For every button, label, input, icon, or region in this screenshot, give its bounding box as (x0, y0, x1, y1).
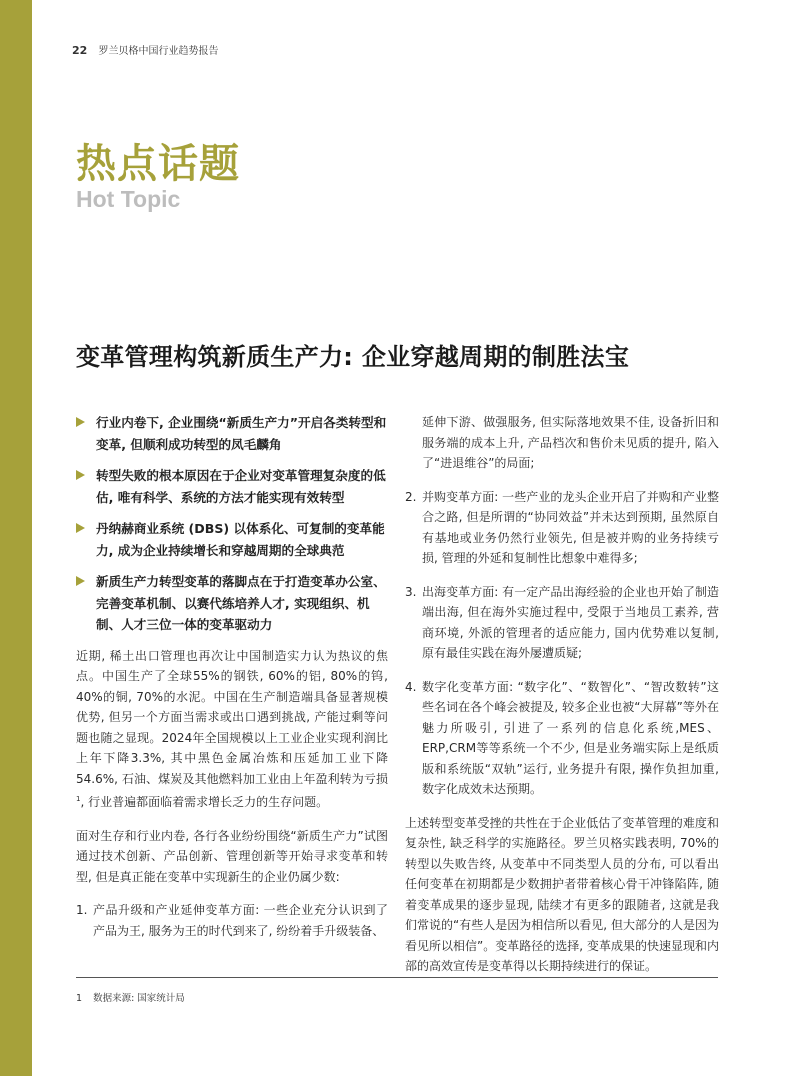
footnote-divider (76, 977, 718, 978)
numbered-item-4: 4. 数字化变革方面: “数字化”、“数智化”、“智改数转”这些名词在各个峰会被提及, 较多企业也被“大屏幕”等外在魅力所吸引, 引进了一系列的信息化系统,MES、ERP,CRM等等系统一个不少, 但是业务端实际上是纸质版和系统版“双轨”运行, 业务提升有限, 操作负担加重, 数字化成效未达预期。 (405, 679, 719, 796)
triangle-bullet-icon (76, 470, 85, 480)
body-paragraph-2: 面对生存和行业内卷, 各行各业纷纷围绕“新质生产力”试图通过技术创新、产品创新、管理创新等开始寻求变革和转型, 但是真正能在变革中实现新生的企业仍属少数: (76, 828, 388, 884)
right-column (405, 412, 719, 977)
numbered-item-2: 2. 并购变革方面: 一些产业的龙头企业开启了并购和产业整合之路, 但是所谓的“协同效益”并未达到预期, 虽然原自有基地或业务仍然行业领先, 但是被并购的业务持续亏损, 管理的外延和复制性比想象中难得多; (405, 489, 719, 565)
triangle-bullet-icon (76, 417, 85, 427)
page-number: 22 (72, 44, 88, 57)
body-paragraph-1: 近期, 稀土出口管理也再次让中国制造实力认为热议的焦点。中国生产了全球55%的钢铁, 60%的铝, 80%的钨, 40%的铜, 70%的水泥。中国在生产制造端具备显著规模优势, 但另一个方面当需求或出口遇到挑战, 产能过剩等问题也随之显现。2024年全国规模以上工业企业实现利润比上年下降3.3%, 其中黑色金属冶炼和压延加工业下降54.6%, 石油、煤炭及其他燃料加工业由上年盈利转为亏损$^1$, 行业普遍都面临着需求增长乏力的生存问题。 (76, 648, 388, 809)
footnote-text: 数据来源: 国家统计局 (93, 993, 185, 1004)
key-point: 行业内卷下, 企业围绕“新质生产力”开启各类转型和变革, 但顺利成功转型的凤毛麟角 (76, 412, 388, 455)
article-headline: 变革管理构筑新质生产力: 企业穿越周期的制胜法宝 (76, 343, 630, 371)
triangle-bullet-icon (76, 576, 85, 586)
report-title: 罗兰贝格中国行业趋势报告 (98, 46, 219, 57)
footnote-ref: 1 (76, 795, 81, 803)
page-header (72, 42, 219, 57)
numbered-item-1-continued: 延伸下游、做强服务, 但实际落地效果不佳, 设备折旧和服务端的成本上升, 产品档次和售价未见质的提升, 陷入了“进退维谷”的局面; (422, 415, 719, 470)
key-points-list (76, 412, 388, 636)
accent-sidebar-bar (0, 0, 32, 1076)
triangle-bullet-icon (76, 523, 85, 533)
section-title-en: Hot Topic (76, 186, 181, 212)
numbered-item-1: 1. 产品升级和产业延伸变革方面: 一些企业充分认识到了产品为王, 服务为王的时代到来了, 纷纷着手升级装备、 (76, 903, 388, 938)
key-point: 转型失败的根本原因在于企业对变革管理复杂度的低估, 唯有科学、系统的方法才能实现有效转型 (76, 465, 388, 508)
left-column (76, 412, 388, 941)
key-point: 丹纳赫商业系统 (DBS) 以体系化、可复制的变革能力, 成为企业持续增长和穿越周期的全球典范 (76, 518, 388, 561)
footnote-number: 1 (76, 993, 83, 1004)
footnote (76, 990, 185, 1004)
numbered-item-3: 3. 出海变革方面: 有一定产品出海经验的企业也开始了制造端出海, 但在海外实施过程中, 受限于当地员工素养, 营商环境, 外派的管理者的适应能力, 国内优势难以复制, 原有最佳实践在海外屡遭质疑; (405, 584, 719, 660)
body-paragraph-3: 上述转型变革受挫的共性在于企业低估了变革管理的难度和复杂性, 缺乏科学的实施路径。罗兰贝格实践表明, 70%的转型以失败告终, 从变革中不同类型人员的分布, 可以看出任何变革在初期都是少数拥护者带着核心骨干冲锋陷阵, 随着变革成果的逐步显现, 陆续才有更多的跟随者, 这就是我们常说的“有些人是因为相信所以看见, 但大部分的人是因为看见所以相信”。变革路径的选择, 变革成果的快速显现和内部的高效宣传是变革得以长期持续进行的保证。 (405, 815, 719, 973)
section-title-cn: 热点话题 (76, 141, 240, 187)
key-point: 新质生产力转型变革的落脚点在于打造变革办公室、完善变革机制、以赛代练培养人才, 实现组织、机制、人才三位一体的变革驱动力 (76, 571, 388, 636)
